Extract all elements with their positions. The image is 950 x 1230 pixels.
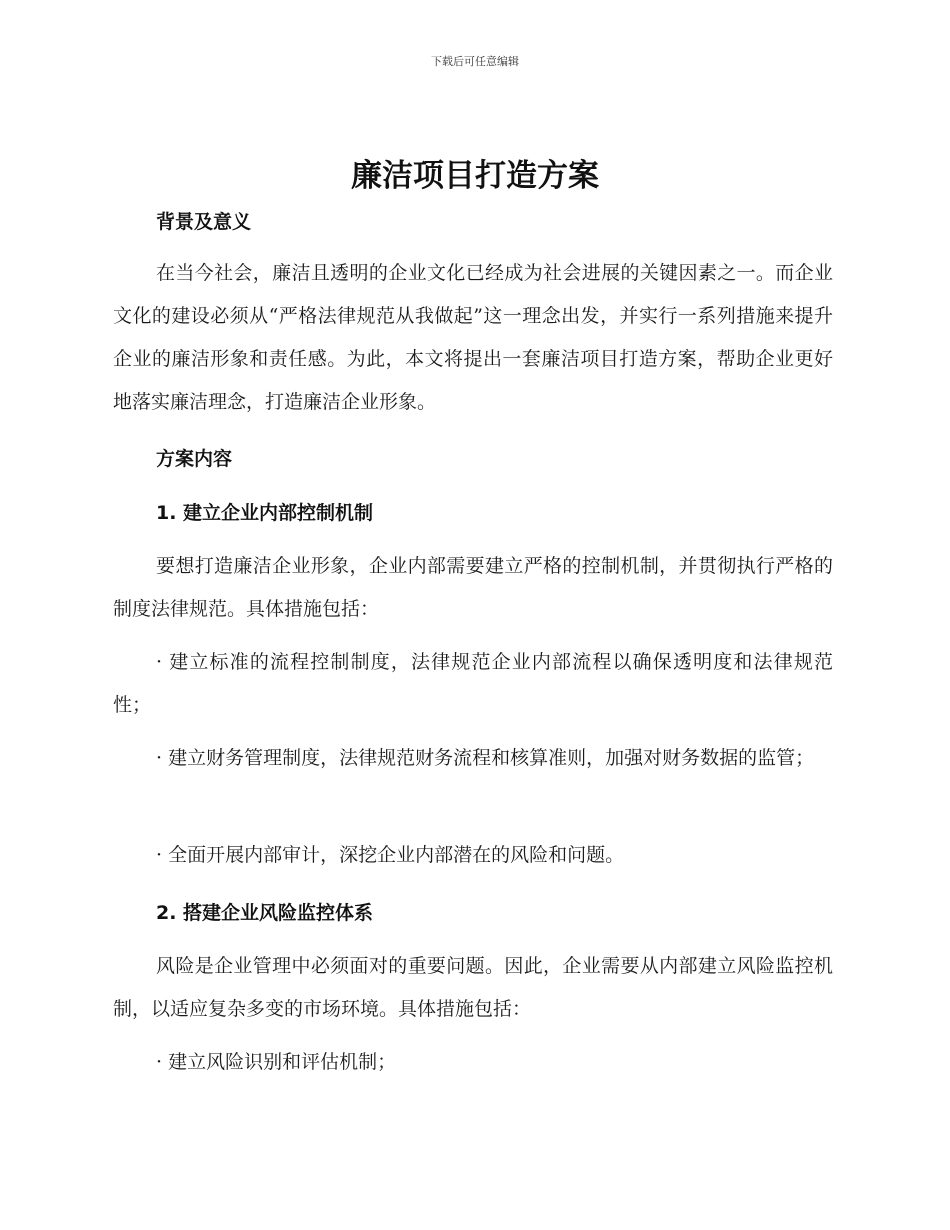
subheading-item-2: 2. 搭建企业风险监控体系	[156, 902, 374, 924]
bullet-item-1-1: · 建立标准的流程控制制度，法律规范企业内部流程以确保透明度和法律规范性；	[113, 651, 833, 716]
header-note: 下载后可任意编辑	[431, 55, 519, 68]
document-title: 廉洁项目打造方案	[351, 158, 599, 194]
bullet-item-1-3: · 全面开展内部审计，深挖企业内部潜在的风险和问题。	[156, 844, 625, 866]
paragraph-item-1: 要想打造廉洁企业形象，企业内部需要建立严格的控制机制，并贯彻执行严格的制度法律规范。具体措施包括：	[113, 555, 833, 620]
paragraph-item-2: 风险是企业管理中必须面对的重要问题。因此，企业需要从内部建立风险监控机制，以适应复杂多变的市场环境。具体措施包括：	[113, 955, 833, 1020]
section-heading-content: 方案内容	[156, 448, 233, 470]
paragraph-background: 在当今社会，廉洁且透明的企业文化已经成为社会进展的关键因素之一。而企业文化的建设必须从“严格法律规范从我做起”这一理念出发，并实行一系列措施来提升企业的廉洁形象和责任感。为此，本文将提出一套廉洁项目打造方案，帮助企业更好地落实廉洁理念，打造廉洁企业形象。	[113, 262, 833, 413]
bullet-item-1-2: · 建立财务管理制度，法律规范财务流程和核算准则，加强对财务数据的监管；	[156, 747, 815, 769]
subheading-item-1: 1. 建立企业内部控制机制	[156, 502, 374, 524]
bullet-item-2-1: · 建立风险识别和评估机制；	[156, 1051, 397, 1073]
section-heading-background: 背景及意义	[156, 211, 252, 233]
